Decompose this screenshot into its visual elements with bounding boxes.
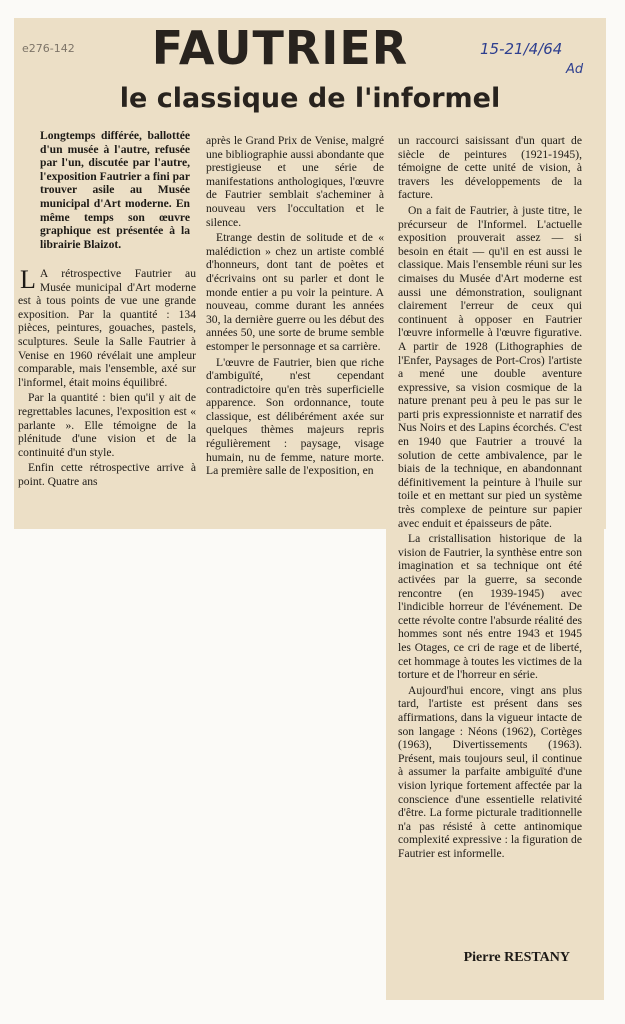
handwritten-date: 15-21/4/64 <box>480 40 563 58</box>
paragraph: Par la quantité : bien qu'il y ait de regrettables lacunes, l'exposition est « parlante ». Elle témoigne de la plénitude d'une vision et de la continuité d'un style. <box>18 391 196 459</box>
column-2 <box>206 134 384 480</box>
article-lead <box>40 129 190 253</box>
author-signature: Pierre RESTANY <box>463 950 570 965</box>
paragraph: Aujourd'hui encore, vingt ans plus tard, l'artiste est présent dans ses affirmations, dans la vigueur intacte de son langage : Néons (1962), Cortèges (1963), Divertissements (1963). Présent, mais toujours seul, il continue à assumer la parfaite ambiguïté d'une vision lyrique fortement affectée par la conscience d'une essentielle relativité d'être. La forme picturale traditionnelle n'a pas résisté à cette antinomique complexité expressive : la figuration de Fautrier est informelle. <box>398 683 582 860</box>
column-1 <box>18 267 196 491</box>
paragraph: L'œuvre de Fautrier, bien que riche d'ambiguïté, n'est cependant contradictoire qu'en très superficielle apparence. Son ordonnance, toute classique, est délibérément axée sur quelques thèmes majeurs repris régulièrement : paysage, visage humain, nu de femme, nature morte. La première salle de l'exposition, en <box>206 355 384 478</box>
archive-code: e276-142 <box>22 42 75 55</box>
paragraph: On a fait de Fautrier, à juste titre, le précurseur de l'Informel. L'actuelle exposition prouverait assez — si besoin en était — qu'il en est aussi le classique. Mais l'ensemble réuni sur les cimaises du Musée d'Art moderne est aussi une démonstration, soulignant clairement l'erreur de ceux qui continuent à opposer en Fautrier l'œuvre informelle à l'œuvre figurative. A partir de 1928 (Lithographies de l'Enfer, Paysages de Port-Cros) l'artiste a mené une double aventure expressive, sa vision cosmique de la nature prenant peu à peu le pas sur le parti pris expressionniste et narratif des Nus Noirs et des Lapins écorchés. C'est en 1940 que Fautrier a trouvé la solution de cette ambivalence, par le biais de la technique, en abandonnant définitivement la peinture à l'huile sur toile et en mettant sur pied un système très complexe de peinture sur papier avec enduit et épaisseurs de pâte. <box>398 203 582 530</box>
handwritten-initials: Ad <box>566 62 584 77</box>
paragraph: après le Grand Prix de Venise, malgré une bibliographie aussi abondante que prestigieuse et une série de manifestations anthologiques, l'œuvre de Fautrier semblait s'acheminer à nouveau vers l'occultation et le silence. <box>206 134 384 229</box>
article-title: FAUTRIER <box>151 21 409 75</box>
article-subtitle: le classique de l'informel <box>119 83 501 114</box>
lead-paragraph: Longtemps différée, ballottée d'un musée à l'autre, refusée par l'un, discutée par l'autre, l'exposition Fautrier a fini par trouver asile au Musée municipal d'Art moderne. En même temps son œuvre graphique est présentée à la librairie Blaizot. <box>40 129 190 251</box>
paragraph <box>18 267 196 389</box>
paragraph-text: A rétrospective Fautrier au Musée municipal d'Art moderne est à tous points de vue une grande exposition. Par la quantité : 134 pièces, peintures, gouaches, pastels, sculptures. Seule la Salle Fautrier à Venise en 1960 révélait une ampleur comparable, mais l'ensemble, axé sur l'informel, était moins équilibré. <box>18 267 196 389</box>
paragraph: La cristallisation historique de la vision de Fautrier, la synthèse entre son imagination et sa technique ont été activées par la guerre, sa seconde rencontre (en 1939-1945) avec l'indicible horreur de l'événement. De cette révolte contre l'absurde réalité des hommes sont nés entre 1943 et 1945 les Otages, ce cri de rage et de liberté, cet hommage à toutes les victimes de la torture et de l'horreur en série. <box>398 532 582 682</box>
paragraph: Enfin cette rétrospective arrive à point. Quatre ans <box>18 461 196 488</box>
column-3 <box>398 134 582 862</box>
paragraph: Etrange destin de solitude et de « malédiction » chez un artiste comblé d'honneurs, dont tant de poètes et d'écrivains ont su parler et dont le monde entier a pu voir la peinture. A nouveau, comme durant les années 30, la dernière guerre ou les début des années 50, une sorte de brume semble estomper le personnage et sa carrière. <box>206 231 384 353</box>
drop-cap: L <box>20 265 36 294</box>
paragraph: un raccourci saisissant d'un quart de siècle de peintures (1921-1945), témoigne de cette unité de vision, à travers les développements de la facture. <box>398 134 582 202</box>
